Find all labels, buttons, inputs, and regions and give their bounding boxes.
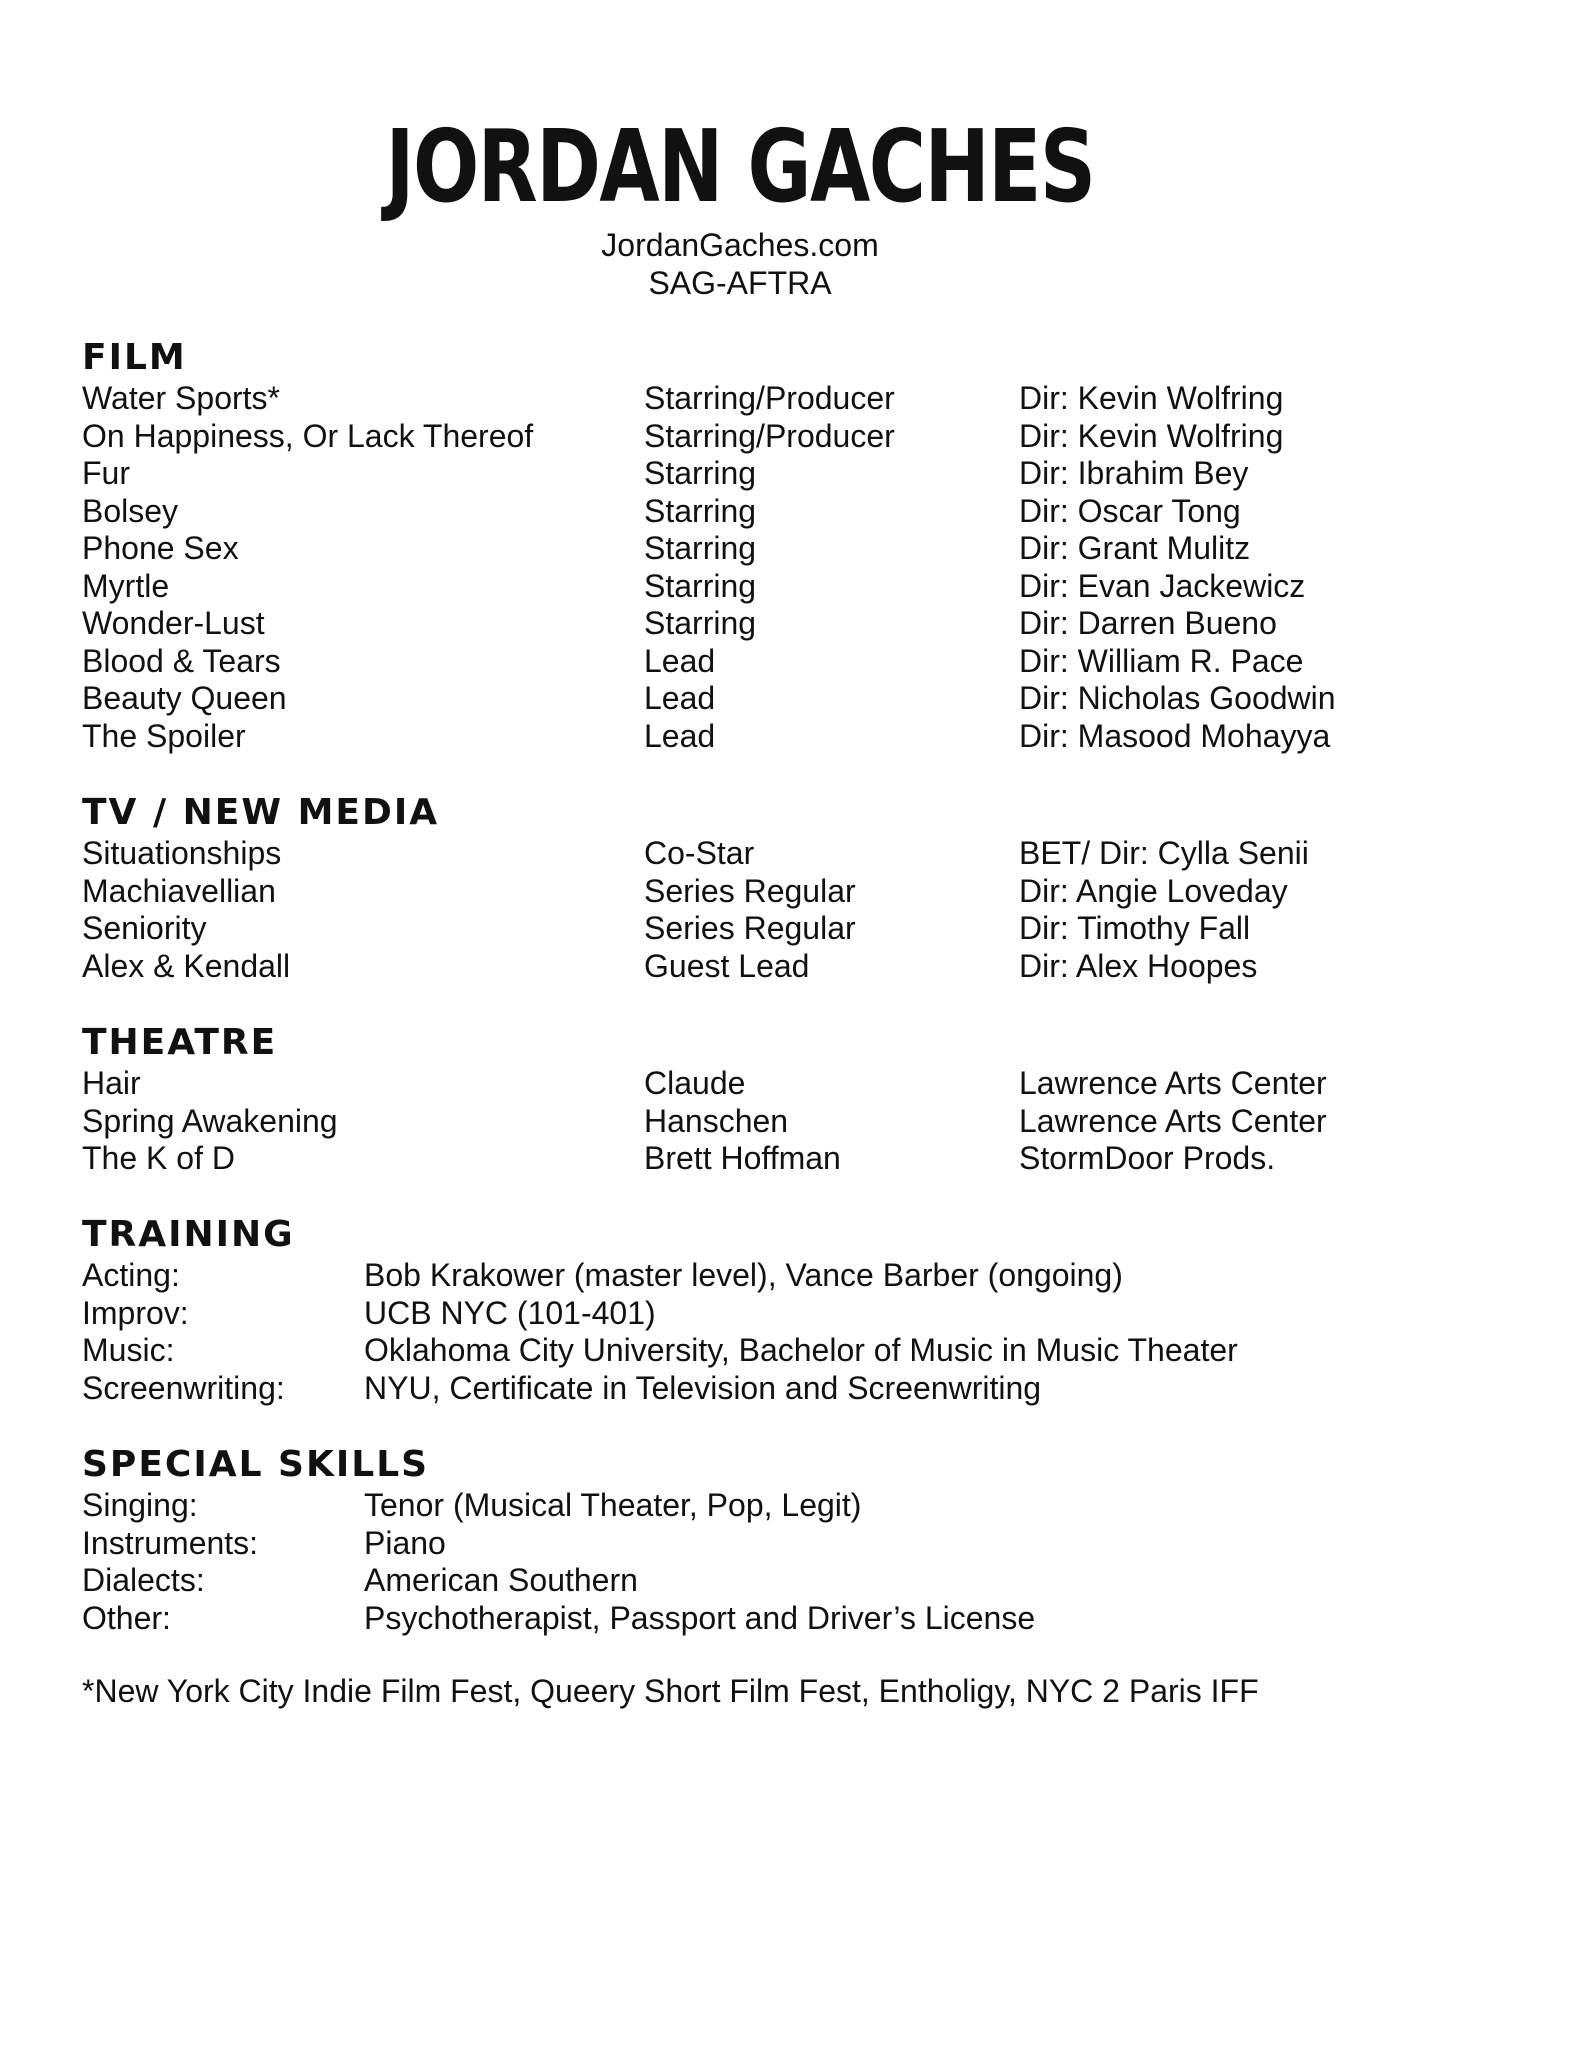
role: Lead	[644, 642, 716, 679]
director: Dir: Nicholas Goodwin	[1019, 680, 1336, 716]
skill-category: Singing:	[82, 1487, 198, 1523]
film-credit	[82, 493, 1502, 531]
training-heading: TRAINING	[82, 1214, 295, 1255]
skill-item	[82, 1525, 1502, 1563]
film-credit	[82, 680, 1502, 718]
website[interactable]: JordanGaches.com	[601, 227, 879, 263]
training-detail: Oklahoma City University, Bachelor of Music in Music Theater	[364, 1332, 1238, 1368]
project-title: Blood & Tears	[82, 642, 281, 679]
skill-category: Instruments:	[82, 1524, 259, 1561]
special-skills-heading: SPECIAL SKILLS	[82, 1444, 430, 1485]
tv-heading: TV / NEW MEDIA	[82, 792, 440, 833]
skill-item	[82, 1600, 1502, 1638]
project-title: Bolsey	[82, 492, 179, 529]
skill-category: Other:	[82, 1599, 171, 1636]
training-category: Improv:	[82, 1294, 189, 1331]
skill-detail: American Southern	[364, 1562, 638, 1598]
project-title: Beauty Queen	[82, 680, 287, 716]
project-title: Phone Sex	[82, 530, 239, 566]
project-title: Wonder-Lust	[82, 605, 265, 641]
role: Lead	[644, 680, 716, 716]
theatre-credit	[82, 1103, 1502, 1141]
role: Starring	[644, 530, 757, 566]
project-title: Alex & Kendall	[82, 947, 291, 984]
director: Dir: Angie Loveday	[1019, 872, 1288, 909]
training-detail: UCB NYC (101-401)	[364, 1294, 656, 1331]
film-credit	[82, 718, 1502, 756]
venue: Lawrence Arts Center	[1019, 1102, 1327, 1139]
tv-credit	[82, 873, 1502, 911]
union-affiliation: SAG-AFTRA	[648, 265, 832, 301]
film-credit	[82, 605, 1502, 643]
film-credit	[82, 380, 1502, 418]
role: Co-Star	[644, 835, 755, 871]
venue: StormDoor Prods.	[1019, 1140, 1276, 1176]
actor-name: JORDAN GACHES	[385, 108, 1095, 225]
role: Guest Lead	[644, 947, 810, 984]
director: Dir: Darren Bueno	[1019, 605, 1277, 641]
film-credit	[82, 568, 1502, 606]
tv-section	[82, 793, 1502, 985]
theatre-section	[82, 1023, 1502, 1178]
skill-category: Dialects:	[82, 1562, 205, 1598]
training-detail: Bob Krakower (master level), Vance Barber (ongoing)	[364, 1257, 1123, 1293]
role: Series Regular	[644, 872, 856, 909]
skill-detail: Tenor (Musical Theater, Pop, Legit)	[364, 1487, 862, 1523]
role: Starring/Producer	[644, 417, 895, 454]
role: Claude	[644, 1065, 746, 1101]
film-credit	[82, 530, 1502, 568]
training-item	[82, 1370, 1502, 1408]
project-title: Situationships	[82, 835, 282, 871]
director: Dir: Kevin Wolfring	[1019, 380, 1284, 416]
film-section	[82, 338, 1502, 755]
role: Lead	[644, 717, 716, 754]
project-title: Fur	[82, 455, 130, 491]
show-title: Hair	[82, 1065, 141, 1101]
training-item	[82, 1295, 1502, 1333]
project-title: The Spoiler	[82, 717, 246, 754]
director: Dir: Alex Hoopes	[1019, 947, 1258, 984]
tv-credit	[82, 948, 1502, 986]
director: Dir: Kevin Wolfring	[1019, 417, 1284, 454]
tv-credit	[82, 835, 1502, 873]
role: Hanschen	[644, 1102, 789, 1139]
director: Dir: Oscar Tong	[1019, 492, 1241, 529]
role: Brett Hoffman	[644, 1140, 841, 1176]
special-skills-section	[82, 1445, 1502, 1637]
role: Series Regular	[644, 910, 856, 946]
film-credit	[82, 643, 1502, 681]
film-credit	[82, 418, 1502, 456]
director: BET/ Dir: Cylla Senii	[1019, 835, 1309, 871]
training-section	[82, 1215, 1502, 1407]
festival-footnote: *New York City Indie Film Fest, Queery Short Film Fest, Entholigy, NYC 2 Paris IFF	[82, 1673, 1259, 1709]
role: Starring	[644, 492, 757, 529]
role: Starring	[644, 455, 757, 491]
show-title: The K of D	[82, 1140, 235, 1176]
film-heading: FILM	[82, 337, 187, 378]
venue: Lawrence Arts Center	[1019, 1065, 1327, 1101]
theatre-heading: THEATRE	[82, 1022, 278, 1063]
skill-item	[82, 1562, 1502, 1600]
skill-detail: Psychotherapist, Passport and Driver’s License	[364, 1599, 1036, 1636]
role: Starring/Producer	[644, 380, 895, 416]
skill-item	[82, 1487, 1502, 1525]
director: Dir: Timothy Fall	[1019, 910, 1251, 946]
training-item	[82, 1257, 1502, 1295]
training-category: Screenwriting:	[82, 1369, 285, 1406]
project-title: Myrtle	[82, 567, 170, 604]
theatre-credit	[82, 1140, 1502, 1178]
show-title: Spring Awakening	[82, 1102, 338, 1139]
director: Dir: William R. Pace	[1019, 642, 1304, 679]
training-category: Music:	[82, 1332, 175, 1368]
project-title: Seniority	[82, 910, 207, 946]
training-item	[82, 1332, 1502, 1370]
director: Dir: Evan Jackewicz	[1019, 567, 1306, 604]
training-detail: NYU, Certificate in Television and Screenwriting	[364, 1369, 1042, 1406]
skill-detail: Piano	[364, 1524, 446, 1561]
role: Starring	[644, 605, 757, 641]
tv-credit	[82, 910, 1502, 948]
film-credit	[82, 455, 1502, 493]
project-title: Water Sports*	[82, 380, 280, 416]
director: Dir: Ibrahim Bey	[1019, 455, 1249, 491]
project-title: Machiavellian	[82, 872, 276, 909]
director: Dir: Grant Mulitz	[1019, 530, 1251, 566]
role: Starring	[644, 567, 757, 604]
director: Dir: Masood Mohayya	[1019, 717, 1331, 754]
training-category: Acting:	[82, 1257, 180, 1293]
theatre-credit	[82, 1065, 1502, 1103]
project-title: On Happiness, Or Lack Thereof	[82, 417, 534, 454]
